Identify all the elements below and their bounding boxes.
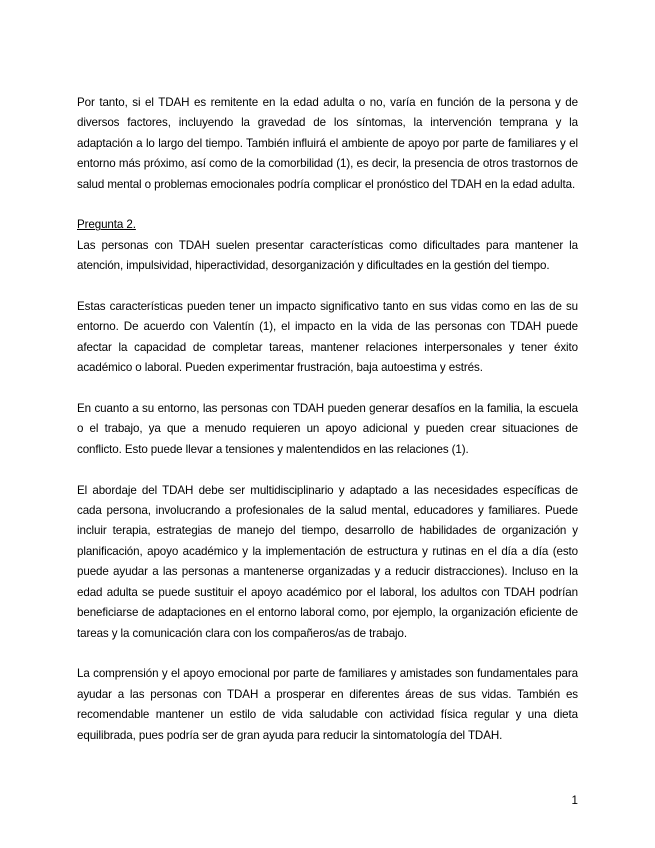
document-body xyxy=(77,93,578,746)
paragraph-tdah-environment: En cuanto a su entorno, las personas con TDAH pueden generar desafíos en la familia, la escuela o el trabajo, ya que a menudo requieren un apoyo adicional y pueden crear situaciones de conflicto. Esto puede llevar a tensiones y malentendidos en las relaciones (1). xyxy=(77,402,578,456)
paragraph-tdah-approach: El abordaje del TDAH debe ser multidisciplinario y adaptado a las necesidades específicas de cada persona, involucrando a profesionales de la salud mental, educadores y familiares. Puede incluir terapia, estrategias de manejo del tiempo, desarrollo de habilidades de organización y planificación, apoyo académico y la implementación de estructura y rutinas en el día a día (esto puede ayudar a las personas a mantenerse organizadas y a reducir distracciones). Incluso en la edad adulta se puede sustituir el apoyo académico por el laboral, los adultos con TDAH podrían beneficiarse de adaptaciones en el entorno laboral como, por ejemplo, la organización eficiente de tareas y la comunicación clara con los compañeros/as de trabajo. xyxy=(77,483,578,640)
paragraph-tdah-remission: Por tanto, si el TDAH es remitente en la edad adulta o no, varía en función de la persona y de diversos factores, incluyendo la gravedad de los síntomas, la intervención temprana y la adaptación a lo largo del tiempo. También influirá el ambiente de apoyo por parte de familiares y el entorno más próximo, así como de la comorbilidad (1), es decir, la presencia de otros trastornos de salud mental o problemas emocionales podría complicar el pronóstico del TDAH en la edad adulta. xyxy=(77,96,578,191)
paragraph-tdah-characteristics: Las personas con TDAH suelen presentar características como dificultades para mantener la atención, impulsividad, hiperactividad, desorganización y dificultades en la gestión del tiempo. xyxy=(77,238,578,273)
page-number: 1 xyxy=(571,794,578,807)
paragraph-tdah-support: La comprensión y el apoyo emocional por parte de familiares y amistades son fundamentales para ayudar a las personas con TDAH a prosperar en diferentes áreas de sus vidas. También es recomendable mantener un estilo de vida saludable con actividad física regular y una dieta equilibrada, pues podría ser de gran ayuda para reducir la sintomatología del TDAH. xyxy=(77,667,578,742)
paragraph-tdah-impact: Estas características pueden tener un impacto significativo tanto en sus vidas como en las de su entorno. De acuerdo con Valentín (1), el impacto en la vida de las personas con TDAH puede afectar la capacidad de completar tareas, mantener relaciones interpersonales y tener éxito académico o laboral. Pueden experimentar frustración, baja autoestima y estrés. xyxy=(77,300,578,375)
question-heading: Pregunta 2. xyxy=(77,218,136,232)
